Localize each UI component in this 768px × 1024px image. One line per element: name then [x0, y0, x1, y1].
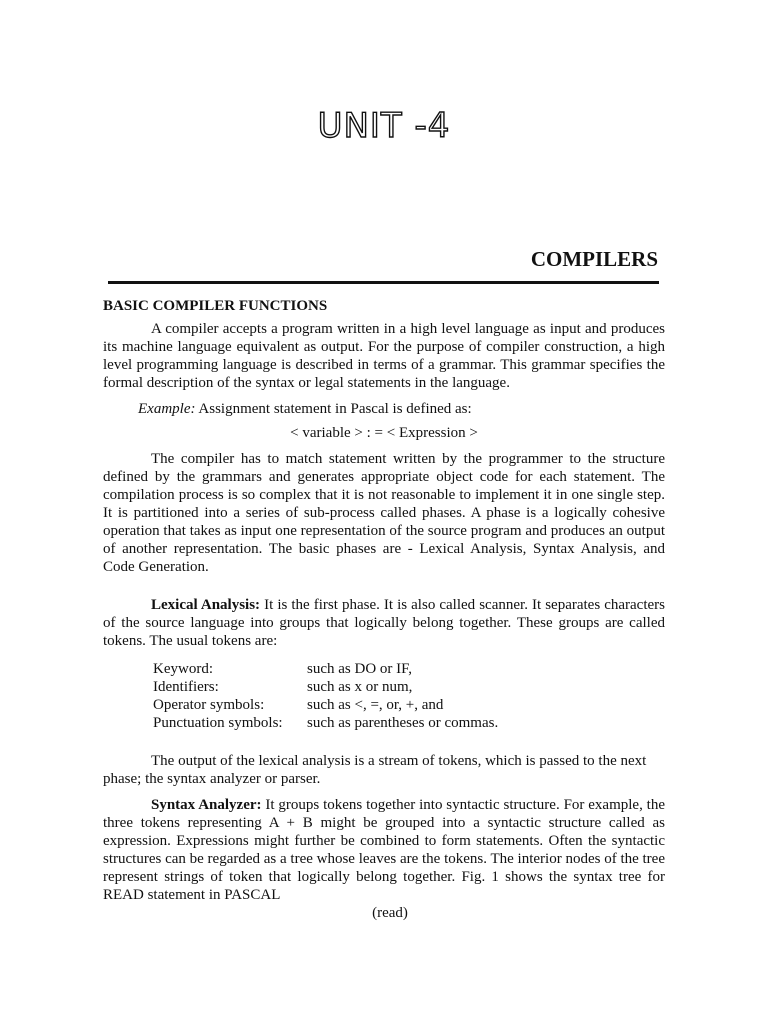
syntax-lead: Syntax Analyzer:	[151, 797, 262, 813]
grammar-rule: < variable > : = < Expression >	[290, 425, 478, 441]
phases-paragraph: The compiler has to match statement written by the programmer to the structure defined by the grammars and generates appropriate object code for each statement. The compilation process is so complex that it is not reasonable to implement it in one single step. It is partitioned into a series of sub-process called phases. A phase is a logically cohesive operation that takes as input one representation of the source program and produces an output of another representation. The basic phases are - Lexical Analysis, Syntax Analysis, and Code Generation.	[103, 451, 665, 575]
token-desc: such as <, =, or, +, and	[307, 697, 444, 713]
token-row	[153, 660, 498, 678]
token-desc: such as DO or IF,	[307, 661, 413, 677]
document-body	[103, 297, 665, 922]
lexical-output-paragraph: The output of the lexical analysis is a stream of tokens, which is passed to the next phase; the syntax analyzer or parser.	[103, 753, 647, 787]
title-divider	[108, 281, 659, 284]
chapter-title: COMPILERS	[530, 247, 658, 271]
syntax-tree-root: (read)	[372, 905, 408, 921]
token-name: Punctuation symbols:	[153, 715, 283, 731]
token-table	[153, 660, 498, 732]
lexical-text: It is the first phase. It is also called scanner. It separates characters of the source language into groups that logically belong together. These groups are called tokens. The usual tokens are:	[103, 597, 665, 649]
section-heading: BASIC COMPILER FUNCTIONS	[103, 298, 328, 314]
token-name: Operator symbols:	[153, 697, 265, 713]
example-text: Assignment statement in Pascal is defined as:	[195, 401, 472, 417]
token-row	[153, 678, 498, 696]
example-line	[103, 400, 665, 418]
token-name: Identifiers:	[153, 679, 219, 695]
token-name: Keyword:	[153, 661, 213, 677]
token-desc: such as x or num,	[307, 679, 413, 695]
token-row	[153, 696, 498, 714]
unit-title: UNIT -4	[317, 106, 451, 146]
syntax-paragraph	[103, 796, 665, 904]
intro-paragraph: A compiler accepts a program written in a high level language as input and produces its machine language equivalent as output. For the purpose of compiler construction, a high level programming language is described in terms of a grammar. This grammar specifies the formal description of the syntax or legal statements in the language.	[103, 321, 665, 391]
token-desc: such as parentheses or commas.	[307, 715, 499, 731]
example-label: Example:	[138, 401, 196, 417]
lexical-lead: Lexical Analysis:	[151, 597, 261, 613]
lexical-paragraph	[103, 596, 665, 650]
syntax-text: It groups tokens together into syntactic structure. For example, the three tokens representing A + B might be grouped into a syntactic structure called as expression. Expressions might further be combined to form statements. Often the syntactic structures can be regarded as a tree whose leaves are the tokens. The interior nodes of the tree represent strings of token that logically belong together. Fig. 1 shows the syntax tree for READ statement in PASCAL	[103, 797, 665, 903]
token-row	[153, 714, 498, 732]
